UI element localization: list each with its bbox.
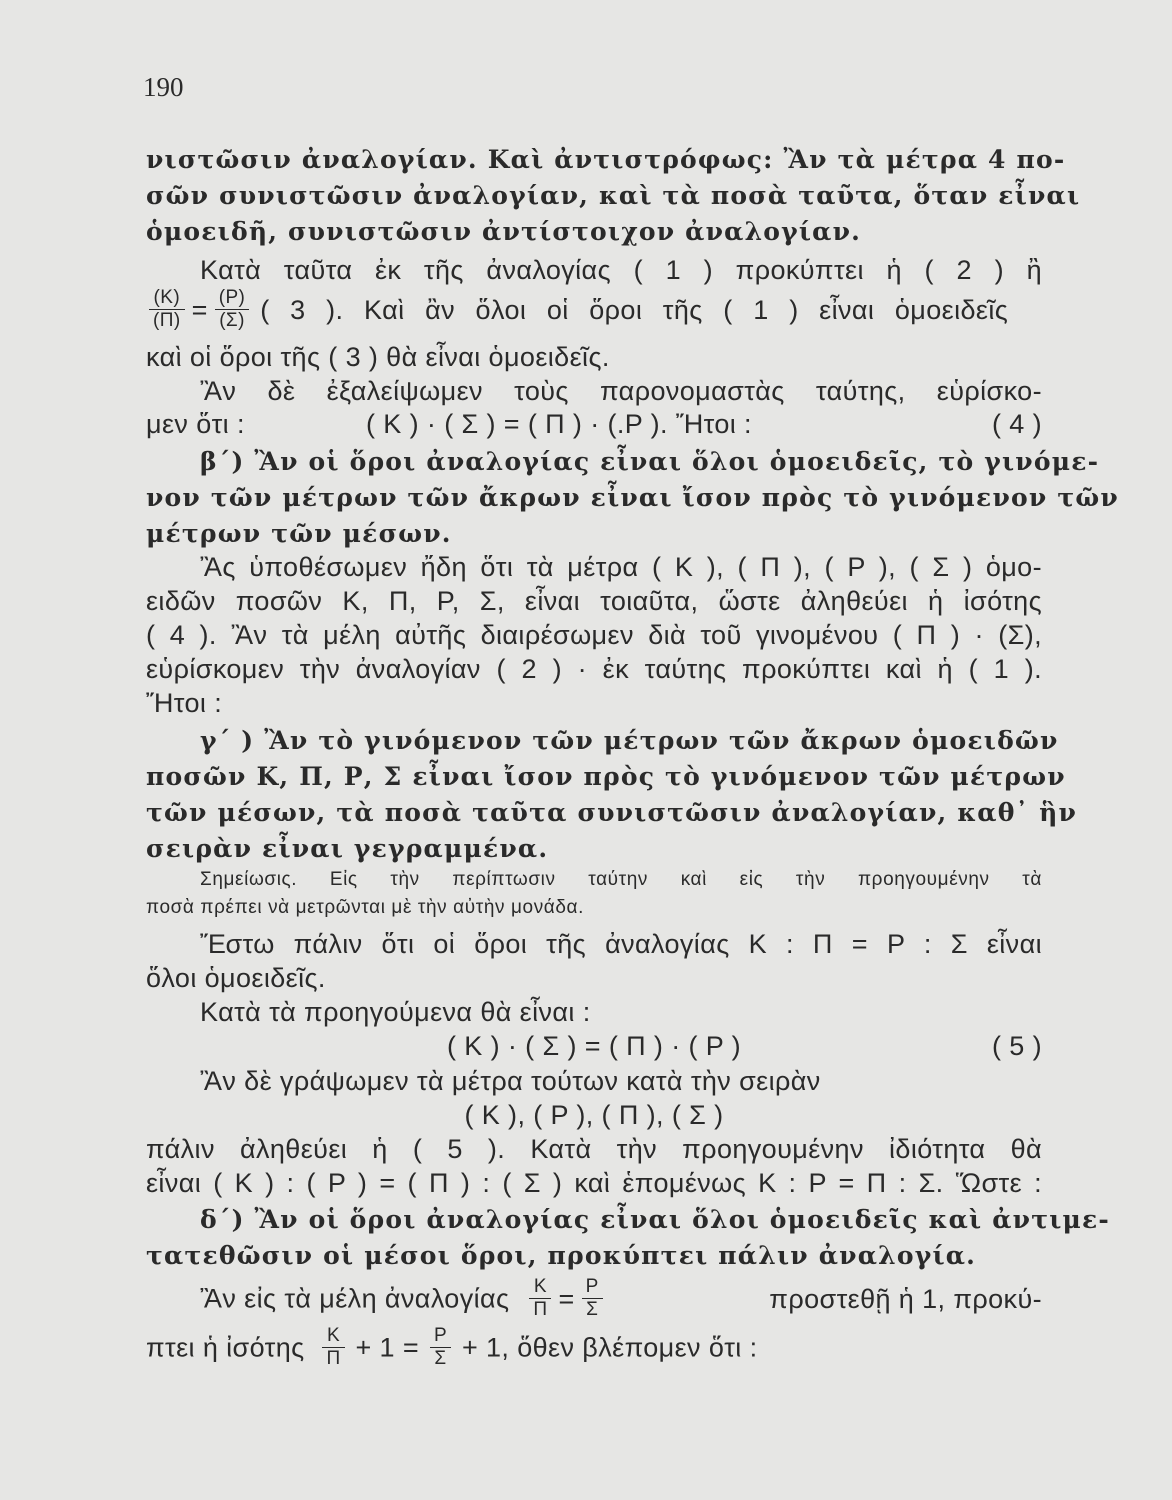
text-line: ( 3 ). Καὶ ἂν ὅλοι οἱ ὅροι τῆς ( 1 ) εἶναι ὁμοειδεῖς bbox=[260, 294, 1009, 325]
fraction-r-over-s: $\frac{P}{\Sigma}$ bbox=[582, 1276, 603, 1321]
text-line: Ἔστω πάλιν ὅτι οἱ ὅροι τῆς ἀναλογίας Κ : Π = Ρ : Σ εἶναι bbox=[200, 929, 1042, 959]
text-line: τατεθῶσιν οἱ μέσοι ὅροι, προκύπτει πάλιν ἀναλογία. bbox=[146, 1241, 977, 1270]
text-line: ποσῶν Κ, Π, Ρ, Σ εἶναι ἴσον πρὸς τὸ γινόμενον τῶν μέτρων bbox=[146, 762, 1066, 791]
text-segment: + 1 = bbox=[355, 1332, 420, 1363]
text-line: ὁμοειδῆ, συνιστῶσιν ἀντίστοιχον ἀναλογίαν. bbox=[146, 217, 862, 246]
text-segment: προστεθῇ ἡ 1, προκύ- bbox=[769, 1284, 1042, 1314]
text-segment: Ἂν εἰς τὰ μέλη ἀναλογίας bbox=[200, 1283, 510, 1314]
text-line: Κατὰ ταῦτα ἐκ τῆς ἀναλογίας ( 1 ) προκύπτει ἡ ( 2 ) ἢ bbox=[200, 255, 1042, 285]
text-line: πάλιν ἀληθεύει ἡ ( 5 ). Κατὰ τὴν προηγουμένην ἰδιότητα θὰ bbox=[146, 1134, 1042, 1164]
text-line: καὶ οἱ ὅροι τῆς ( 3 ) θὰ εἶναι ὁμοειδεῖς. bbox=[146, 342, 610, 372]
equals-sign: = bbox=[191, 294, 208, 325]
text-line: Κατὰ τὰ προηγούμενα θὰ εἶναι : bbox=[200, 997, 591, 1027]
page-number: 190 bbox=[143, 72, 184, 102]
equation-number: ( 4 ) bbox=[991, 409, 1042, 439]
text-line: εἶναι ( Κ ) : ( Ρ ) = ( Π ) : ( Σ ) καὶ ἑπομένως Κ : Ρ = Π : Σ. Ὥστε : bbox=[146, 1168, 1042, 1198]
text-line: τῶν μέσων, τὰ ποσὰ ταῦτα συνιστῶσιν ἀναλογίαν, καθ᾽ ἣν bbox=[146, 798, 1078, 827]
note-line: Σημείωσις. Εἰς τὴν περίπτωσιν ταύτην καὶ εἰς τὴν προηγουμένην τὰ bbox=[200, 869, 1042, 890]
text-line: Ἂς ὑποθέσωμεν ἤδη ὅτι τὰ μέτρα ( Κ ), ( Π ), ( Ρ ), ( Σ ) ὁμο- bbox=[200, 552, 1042, 582]
text-segment: πτει ἡ ἰσότης bbox=[146, 1332, 305, 1363]
text-line: σειρὰν εἶναι γεγραμμένα. bbox=[146, 834, 549, 863]
text-line: ειδῶν ποσῶν Κ, Π, Ρ, Σ, εἶναι τοιαῦτα, ὥστε ἀληθεύει ἡ ἰσότης bbox=[146, 586, 1042, 616]
text-line: μέτρων τῶν μέσων. bbox=[146, 519, 452, 548]
fraction-k-over-p: $\frac{K}{\Pi}$ bbox=[529, 1276, 551, 1321]
fraction-equation-line bbox=[146, 287, 1042, 332]
text-line: νιστῶσιν ἀναλογίαν. Καὶ ἀντιστρόφως: Ἂν τὰ μέτρα 4 πο- bbox=[146, 145, 1066, 174]
fraction-k-over-p: $\frac{K}{\Pi}$ bbox=[322, 1325, 344, 1370]
text-line: γ΄ ) Ἂν τὸ γινόμενον τῶν μέτρων τῶν ἄκρων ὁμοειδῶν bbox=[200, 726, 1059, 755]
text-line: νον τῶν μέτρων τῶν ἄκρων εἶναι ἴσον πρὸς τὸ γινόμενον τῶν bbox=[146, 483, 1119, 512]
equation: ( Κ ), ( Ρ ), ( Π ), ( Σ ) bbox=[464, 1100, 724, 1130]
text-line: Ἂν δὲ ἐξαλείψωμεν τοὺς παρονομαστὰς ταύτης, εὑρίσκο- bbox=[200, 376, 1042, 406]
equation: ( Κ ) · ( Σ ) = ( Π ) · ( Ρ ) bbox=[446, 1031, 742, 1061]
text-line: β΄) Ἂν οἱ ὅροι ἀναλογίας εἶναι ὅλοι ὁμοειδεῖς, τὸ γινόμε- bbox=[200, 447, 1100, 476]
note-line: ποσὰ πρέπει νὰ μετρῶνται μὲ τὴν αὐτὴν μονάδα. bbox=[146, 897, 585, 918]
fraction-line bbox=[146, 1325, 1042, 1369]
fraction-r-over-s: $\frac{P}{\Sigma}$ bbox=[430, 1325, 451, 1370]
equation-line bbox=[146, 1098, 1042, 1132]
text-line: Ἤτοι : bbox=[146, 688, 223, 718]
equation-number: ( 5 ) bbox=[991, 1031, 1042, 1061]
equation-line-5 bbox=[146, 1029, 1042, 1063]
text-line: ὅλοι ὁμοειδεῖς. bbox=[146, 963, 326, 993]
text-line: δ΄) Ἂν οἱ ὅροι ἀναλογίας εἶναι ὅλοι ὁμοειδεῖς καὶ ἀντιμε- bbox=[200, 1205, 1111, 1234]
equation: ( Κ ) · ( Σ ) = ( Π ) · (.Ρ ). Ἤτοι : bbox=[366, 409, 752, 439]
text-line: Ἂν δὲ γράψωμεν τὰ μέτρα τούτων κατὰ τὴν σειρὰν bbox=[200, 1066, 821, 1096]
equals-sign: = bbox=[558, 1283, 575, 1314]
text-line: μεν ὅτι : bbox=[146, 409, 245, 439]
equation-line-4 bbox=[146, 407, 1042, 441]
fraction-k-over-p: $\frac{(K)}{(\Pi)}$ bbox=[149, 287, 185, 332]
fraction-r-over-s: $\frac{(P)}{(\Sigma)}$ bbox=[215, 287, 250, 332]
text-line: εὑρίσκομεν τὴν ἀναλογίαν ( 2 ) · ἐκ ταύτης προκύπτει καὶ ἡ ( 1 ). bbox=[146, 654, 1042, 684]
text-segment: + 1, ὅθεν βλέπομεν ὅτι : bbox=[461, 1332, 758, 1363]
text-line: σῶν συνιστῶσιν ἀναλογίαν, καὶ τὰ ποσὰ ταῦτα, ὅταν εἶναι bbox=[146, 181, 1081, 210]
fraction-line bbox=[200, 1276, 1042, 1320]
text-line: ( 4 ). Ἂν τὰ μέλη αὐτῆς διαιρέσωμεν διὰ τοῦ γινομένου ( Π ) · (Σ), bbox=[146, 620, 1042, 650]
